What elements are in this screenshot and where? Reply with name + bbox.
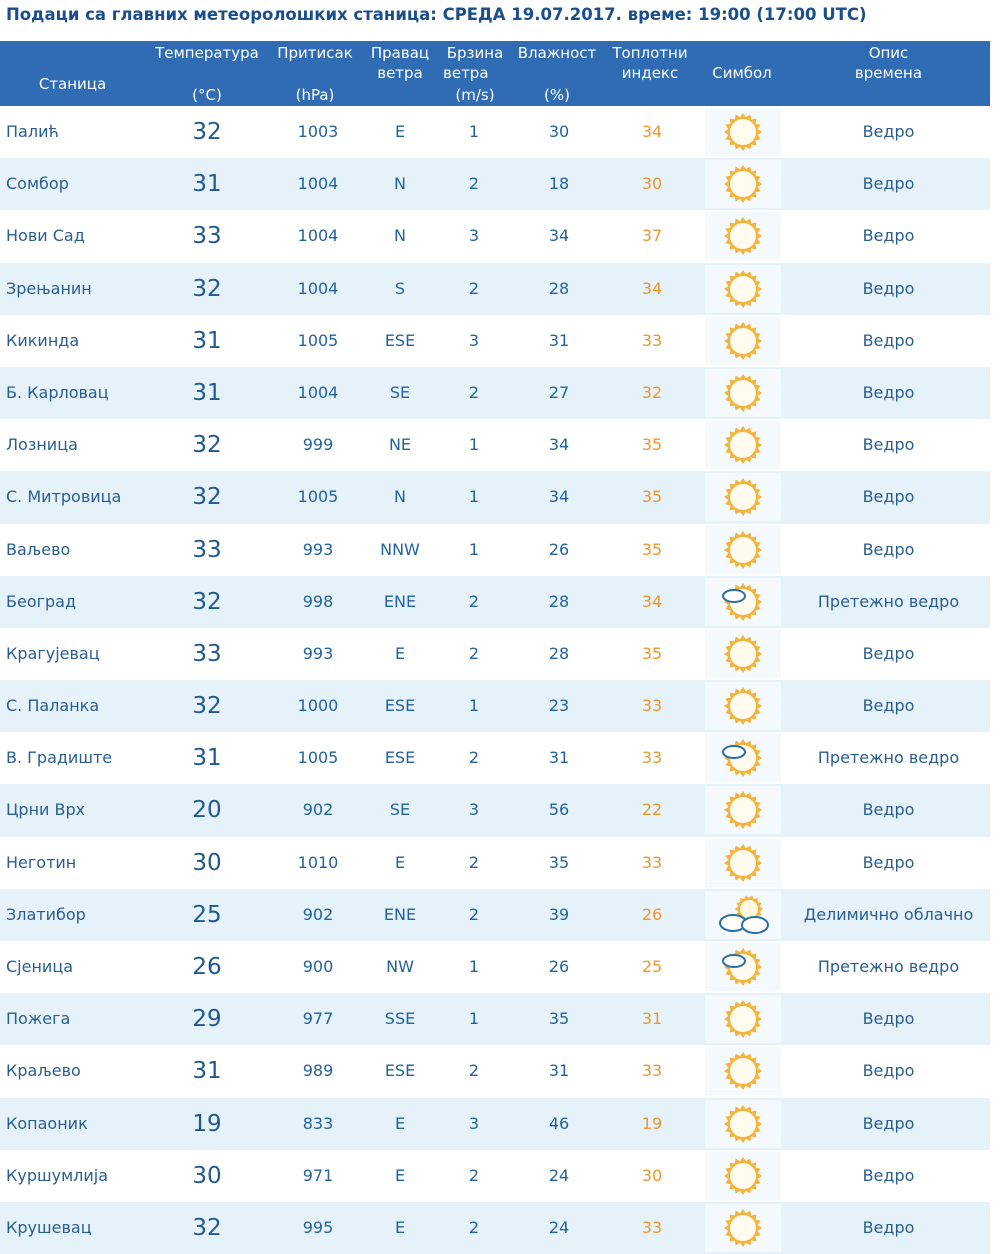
header-description (787, 41, 990, 106)
temperature-value: 33 (192, 223, 222, 250)
humidity-value: 28 (548, 591, 570, 611)
heat-index-value: 26 (641, 904, 663, 924)
station-name: Нови Сад (6, 226, 85, 246)
humidity-value: 30 (548, 122, 570, 141)
pressure-value: 900 (302, 957, 334, 976)
table-row (0, 837, 990, 889)
heat-index-value: 31 (641, 1009, 663, 1029)
header-wind-direction (361, 41, 439, 106)
heat-index-value: 25 (641, 957, 663, 976)
pressure-value: 833 (302, 1113, 334, 1133)
heat-index-value: 35 (641, 539, 663, 559)
wind-direction-value: E (394, 1113, 406, 1133)
header-wind-direction-l2: ветра (377, 64, 423, 82)
station-name: С. Паланка (6, 696, 100, 716)
heat-index-value: 33 (641, 1061, 663, 1081)
table-row (0, 263, 990, 315)
heat-index-value: 37 (641, 226, 663, 246)
weather-description: Ведро (862, 122, 915, 141)
wind-speed-value: 2 (468, 748, 480, 768)
wind-speed-value: 3 (468, 1113, 480, 1133)
pressure-value: 998 (302, 591, 334, 611)
weather-description: Ведро (862, 330, 915, 350)
temperature-value: 32 (192, 432, 222, 459)
pressure-value: 1004 (297, 174, 339, 194)
table-body (0, 106, 990, 1254)
weather-symbol (705, 1100, 781, 1148)
humidity-value: 34 (548, 487, 570, 507)
station-name: Београд (6, 591, 77, 611)
pressure-value: 1005 (297, 487, 339, 507)
header-description-l1: Опис (868, 44, 909, 62)
table-row (0, 419, 990, 471)
header-heat-index-l2: индекс (621, 64, 679, 82)
weather-description: Ведро (862, 382, 915, 402)
wind-direction-value: ESE (384, 696, 416, 716)
humidity-value: 31 (548, 330, 570, 350)
station-name: Златибор (6, 904, 86, 924)
wind-direction-value: S (394, 278, 406, 298)
table-row (0, 1202, 990, 1254)
header-wind-direction-l1: Правац (370, 44, 430, 62)
humidity-value: 46 (548, 1113, 570, 1133)
pressure-value: 999 (302, 435, 334, 455)
wind-speed-value: 2 (468, 174, 480, 194)
table-row (0, 1150, 990, 1202)
wind-speed-value: 3 (468, 800, 480, 820)
temperature-value: 20 (192, 797, 222, 824)
wind-direction-value: SE (389, 382, 411, 402)
humidity-value: 23 (548, 696, 570, 716)
wind-direction-value: E (394, 1217, 406, 1237)
table-row (0, 941, 990, 993)
table-row (0, 628, 990, 680)
weather-symbol (705, 369, 781, 417)
temperature-value: 33 (192, 640, 222, 667)
wind-speed-value: 1 (468, 696, 480, 716)
wind-direction-value: N (394, 226, 406, 246)
wind-direction-value: NNW (380, 539, 420, 559)
station-name: Сјеница (6, 957, 74, 976)
humidity-value: 34 (548, 226, 570, 246)
weather-symbol (705, 943, 781, 991)
wind-speed-value: 1 (468, 122, 480, 141)
wind-speed-value: 3 (468, 330, 480, 350)
weather-symbol (705, 734, 781, 782)
wind-speed-value: 2 (468, 1061, 480, 1081)
weather-description: Ведро (862, 278, 915, 298)
weather-description: Ведро (862, 539, 915, 559)
pressure-value: 993 (302, 539, 334, 559)
table-row (0, 889, 990, 941)
wind-speed-value: 2 (468, 278, 480, 298)
weather-symbol (705, 317, 781, 365)
wind-speed-value: 2 (468, 1165, 480, 1185)
station-name: Црни Врх (6, 800, 86, 820)
wind-speed-value: 2 (468, 852, 480, 872)
page-title: Подаци са главних метеоролошких станица: СРЕДА 19.07.2017. време: 19:00 (17:00 UTC) (6, 5, 867, 24)
weather-description: Ведро (862, 696, 915, 716)
station-name: Крагујевац (6, 643, 100, 663)
table-row (0, 367, 990, 419)
wind-direction-value: ESE (384, 1061, 416, 1081)
heat-index-value: 33 (641, 748, 663, 768)
pressure-value: 1004 (297, 278, 339, 298)
wind-direction-value: E (394, 122, 406, 141)
table-row (0, 680, 990, 732)
weather-table (0, 41, 990, 1254)
pressure-value: 995 (302, 1217, 334, 1237)
temperature-value: 32 (192, 119, 222, 145)
temperature-value: 31 (192, 745, 222, 772)
wind-direction-value: N (394, 174, 406, 194)
station-name: В. Градиште (6, 748, 113, 768)
wind-direction-value: NE (388, 435, 412, 455)
table-row (0, 471, 990, 523)
pressure-value: 1005 (297, 330, 339, 350)
header-station (0, 41, 145, 106)
humidity-value: 31 (548, 1061, 570, 1081)
weather-description: Ведро (862, 174, 915, 194)
humidity-value: 35 (548, 852, 570, 872)
heat-index-value: 34 (641, 591, 663, 611)
weather-description: Претежно ведро (817, 957, 960, 976)
wind-direction-value: NW (386, 957, 414, 976)
heat-index-value: 32 (641, 382, 663, 402)
humidity-value: 35 (548, 1009, 570, 1029)
weather-symbol (705, 1047, 781, 1095)
weather-symbol (705, 265, 781, 313)
header-wind-speed-unit: (m/s) (455, 86, 495, 104)
table-row (0, 732, 990, 784)
temperature-value: 31 (192, 327, 222, 354)
temperature-value: 32 (192, 484, 222, 511)
station-name: Зрењанин (6, 278, 92, 298)
pressure-value: 989 (302, 1061, 334, 1081)
weather-symbol (705, 630, 781, 678)
temperature-value: 33 (192, 536, 222, 563)
header-station-label: Станица (38, 75, 107, 93)
weather-symbol (705, 473, 781, 521)
wind-speed-value: 2 (468, 643, 480, 663)
station-name: Копаоник (6, 1113, 88, 1133)
weather-description: Ведро (862, 1009, 915, 1029)
weather-symbol (705, 212, 781, 260)
weather-symbol (705, 108, 781, 156)
pressure-value: 971 (302, 1165, 334, 1185)
header-heat-index-l1: Топлотни (612, 44, 688, 62)
pressure-value: 1004 (297, 226, 339, 246)
weather-description: Ведро (862, 1113, 915, 1133)
humidity-value: 28 (548, 643, 570, 663)
table-row (0, 315, 990, 367)
temperature-value: 32 (192, 275, 222, 302)
temperature-value: 26 (192, 954, 222, 980)
wind-speed-value: 2 (468, 382, 480, 402)
wind-speed-value: 1 (468, 487, 480, 507)
table-row (0, 576, 990, 628)
temperature-value: 30 (192, 849, 222, 876)
weather-symbol (705, 995, 781, 1043)
weather-symbol (705, 578, 781, 626)
table-header (0, 41, 990, 106)
weather-symbol (705, 1204, 781, 1252)
weather-description: Ведро (862, 800, 915, 820)
heat-index-value: 35 (641, 643, 663, 663)
header-temperature-unit: (°C) (192, 86, 222, 104)
pressure-value: 977 (302, 1009, 334, 1029)
humidity-value: 39 (548, 904, 570, 924)
humidity-value: 24 (548, 1217, 570, 1237)
temperature-value: 31 (192, 171, 222, 198)
header-wind-speed-l2: ветра (443, 64, 489, 82)
station-name: Лозница (6, 435, 78, 455)
station-name: Палић (6, 122, 59, 141)
wind-speed-value: 1 (468, 435, 480, 455)
station-name: Крушевац (6, 1217, 92, 1237)
wind-speed-value: 1 (468, 1009, 480, 1029)
pressure-value: 1000 (297, 696, 339, 716)
table-row (0, 784, 990, 836)
header-wind-speed-l1: Брзина (446, 44, 504, 62)
humidity-value: 34 (548, 435, 570, 455)
station-name: Кикинда (6, 330, 80, 350)
table-row (0, 210, 990, 262)
wind-direction-value: E (394, 1165, 406, 1185)
wind-direction-value: E (394, 852, 406, 872)
table-row (0, 106, 990, 158)
wind-speed-value: 1 (468, 957, 480, 976)
station-name: Сомбор (6, 174, 69, 194)
weather-description: Ведро (862, 1165, 915, 1185)
pressure-value: 902 (302, 800, 334, 820)
heat-index-value: 19 (641, 1113, 663, 1133)
wind-direction-value: ESE (384, 748, 416, 768)
temperature-value: 25 (192, 901, 222, 928)
temperature-value: 32 (192, 588, 222, 615)
table-row (0, 158, 990, 210)
heat-index-value: 30 (641, 1165, 663, 1185)
weather-symbol (705, 526, 781, 574)
header-humidity-label: Влажност (517, 44, 597, 62)
weather-symbol (705, 1152, 781, 1200)
station-name: Б. Карловац (6, 382, 109, 402)
header-pressure (269, 41, 361, 106)
pressure-value: 1005 (297, 748, 339, 768)
temperature-value: 30 (192, 1162, 222, 1189)
wind-direction-value: ENE (383, 591, 417, 611)
humidity-value: 26 (548, 539, 570, 559)
weather-symbol (705, 421, 781, 469)
pressure-value: 902 (302, 904, 334, 924)
header-temperature-label: Температура (155, 44, 259, 62)
heat-index-value: 22 (641, 800, 663, 820)
wind-speed-value: 2 (468, 591, 480, 611)
heat-index-value: 33 (641, 330, 663, 350)
header-symbol-label: Симбол (712, 64, 772, 82)
station-name: Ваљево (6, 539, 71, 559)
heat-index-value: 35 (641, 435, 663, 455)
header-wind-speed (439, 41, 511, 106)
humidity-value: 27 (548, 382, 570, 402)
header-pressure-unit: (hPa) (295, 86, 335, 104)
heat-index-value: 34 (641, 122, 663, 141)
temperature-value: 31 (192, 379, 222, 406)
weather-description: Ведро (862, 435, 915, 455)
pressure-value: 1010 (297, 852, 339, 872)
weather-description: Претежно ведро (817, 748, 960, 768)
wind-speed-value: 2 (468, 904, 480, 924)
heat-index-value: 33 (641, 1217, 663, 1237)
weather-description: Ведро (862, 1217, 915, 1237)
heat-index-value: 34 (641, 278, 663, 298)
header-heat-index (603, 41, 697, 106)
weather-symbol (705, 786, 781, 834)
wind-direction-value: ENE (383, 904, 417, 924)
table-row (0, 993, 990, 1045)
station-name: Краљево (6, 1061, 81, 1081)
wind-speed-value: 2 (468, 1217, 480, 1237)
wind-direction-value: SE (389, 800, 411, 820)
station-name: С. Митровица (6, 487, 122, 507)
table-row (0, 1098, 990, 1150)
station-name: Куршумлија (6, 1165, 109, 1185)
heat-index-value: 33 (641, 696, 663, 716)
temperature-value: 32 (192, 1214, 222, 1241)
header-humidity (511, 41, 603, 106)
weather-description: Ведро (862, 487, 915, 507)
temperature-value: 29 (192, 1006, 222, 1033)
weather-description: Ведро (862, 1061, 915, 1081)
weather-symbol (705, 891, 781, 939)
heat-index-value: 35 (641, 487, 663, 507)
humidity-value: 24 (548, 1165, 570, 1185)
wind-direction-value: E (394, 643, 406, 663)
temperature-value: 32 (192, 693, 222, 720)
header-description-l2: времена (854, 64, 923, 82)
wind-speed-value: 1 (468, 539, 480, 559)
wind-direction-value: ESE (384, 330, 416, 350)
heat-index-value: 30 (641, 174, 663, 194)
station-name: Пожега (6, 1009, 71, 1029)
header-humidity-unit: (%) (544, 86, 570, 104)
table-row (0, 524, 990, 576)
weather-description: Делимично облачно (803, 904, 974, 924)
header-symbol (697, 41, 787, 106)
weather-description: Ведро (862, 226, 915, 246)
weather-symbol (705, 160, 781, 208)
temperature-value: 31 (192, 1058, 222, 1085)
pressure-value: 1003 (297, 122, 339, 141)
humidity-value: 28 (548, 278, 570, 298)
weather-description: Ведро (862, 852, 915, 872)
weather-description: Претежно ведро (817, 591, 960, 611)
pressure-value: 993 (302, 643, 334, 663)
humidity-value: 31 (548, 748, 570, 768)
humidity-value: 26 (548, 957, 570, 976)
humidity-value: 56 (548, 800, 570, 820)
weather-symbol (705, 839, 781, 887)
weather-description: Ведро (862, 643, 915, 663)
heat-index-value: 33 (641, 852, 663, 872)
weather-symbol (705, 682, 781, 730)
table-row (0, 1045, 990, 1097)
temperature-value: 19 (192, 1110, 222, 1137)
pressure-value: 1004 (297, 382, 339, 402)
header-pressure-label: Притисак (277, 44, 353, 62)
station-name: Неготин (6, 852, 77, 872)
header-temperature (145, 41, 269, 106)
humidity-value: 18 (548, 174, 570, 194)
wind-direction-value: N (394, 487, 406, 507)
wind-direction-value: SSE (384, 1009, 416, 1029)
wind-speed-value: 3 (468, 226, 480, 246)
